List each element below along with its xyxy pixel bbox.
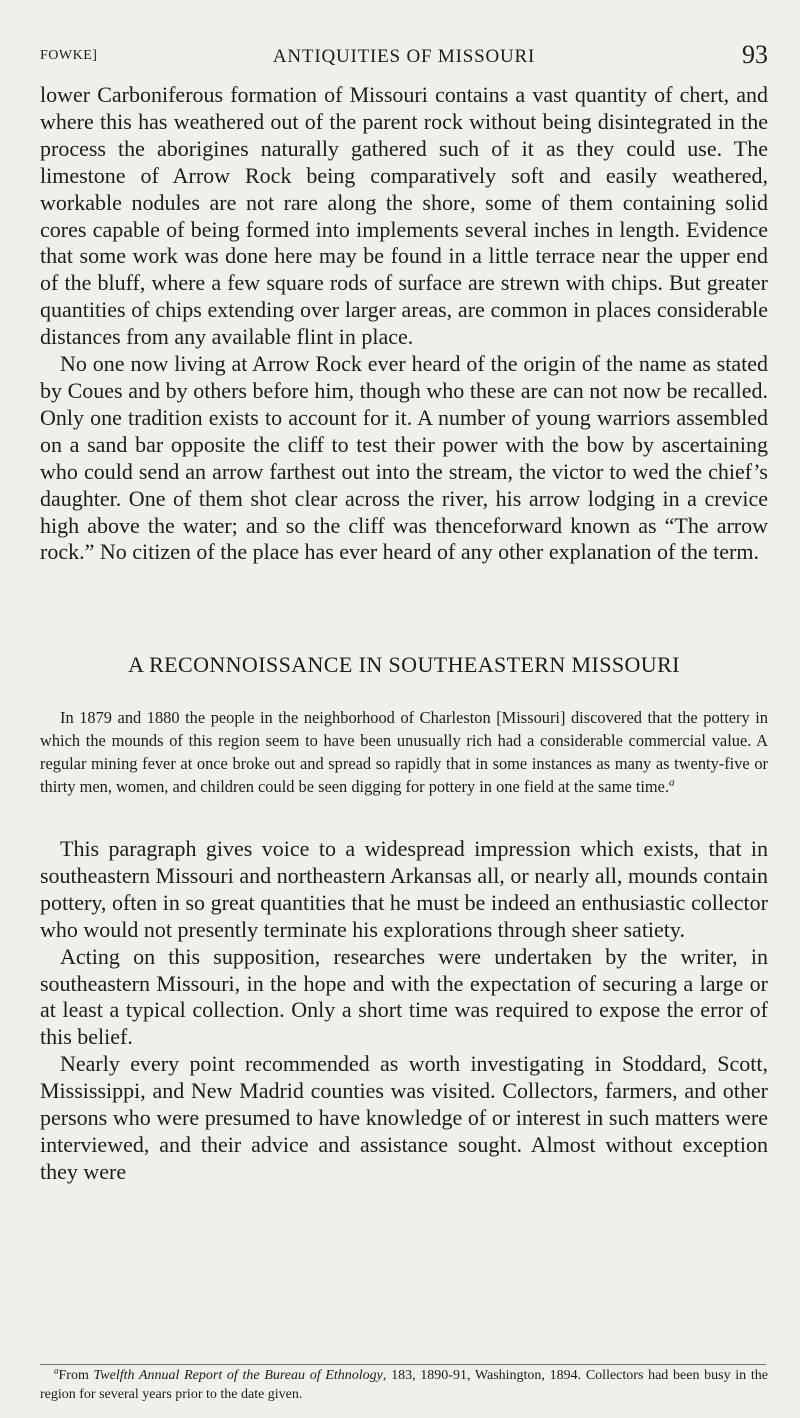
paragraph: lower Carboniferous formation of Missouri contains a vast quantity of chert, and where this has weathered out of the parent rock without being disintegrated in the process the aborigines naturally gathered such of it as they could use. The limestone of Arrow Rock being comparatively soft and easily weathered, workable nodules are not rare along the shore, some of them containing solid cores capable of being formed into implements several inches in length. Evidence that some work was done here may be found in a little terrace near the upper end of the bluff, where a few square rods of surface are strewn with chips. But greater quantities of chips extending over larger areas, are common in places considerable distances from any available flint in place. — [40, 82, 768, 350]
footnote — [40, 1366, 768, 1404]
footnote-work-title: Twelfth Annual Report of the Bureau of Ethnology — [93, 1368, 383, 1383]
paragraph: This paragraph gives voice to a widespread impression which exists, that in southeastern Missouri and northeastern Arkansas all, or nearly all, mounds contain pottery, often in so great quantities that he must be indeed an enthusiastic collector who would not presently terminate his explorations through sheer satiety. — [40, 836, 768, 942]
footnote-prefix: From — [58, 1368, 94, 1383]
running-head — [40, 40, 768, 70]
paragraph: Nearly every point recommended as worth investigating in Stoddard, Scott, Mississippi, and New Madrid counties was visited. Collectors, farmers, and other persons who were presumed to have knowledge of or interest in such matters were interviewed, and their advice and assistance sought. Almost without exception they were — [40, 1051, 768, 1184]
page-title: ANTIQUITIES OF MISSOURI — [272, 46, 536, 67]
footnote-reference[interactable]: a — [669, 776, 675, 789]
paragraph: Acting on this supposition, researches were undertaken by the writer, in southeastern Missouri, in the hope and with the expectation of securing a large or at least a typical collection. Only a short time was required to expose the error of this belief. — [40, 943, 768, 1050]
section-heading: A RECONNOISSANCE IN SOUTHEASTERN MISSOURI — [128, 652, 680, 677]
block-quote — [40, 706, 768, 798]
footnote-suffix: , 183, 1890-91, Washington, 1894. Collectors had been busy in the region for several years prior to the date given. — [40, 1368, 768, 1402]
page-number: 93 — [742, 40, 768, 69]
main-text — [40, 82, 768, 566]
author-running-head: FOWKE] — [40, 48, 98, 63]
paragraph: No one now living at Arrow Rock ever heard of the origin of the name as stated by Coues and by others before him, though who these are can not now be recalled. Only one tradition exists to account for it. A number of young warriors assembled on a sand bar opposite the cliff to test their power with the bow by ascertaining who could send an arrow farthest out into the stream, the victor to wed the chief’s daughter. One of them shot clear across the river, his arrow lodging in a crevice high above the water; and so the cliff was thenceforward known as “The arrow rock.” No citizen of the place has ever heard of any other explanation of the term. — [40, 351, 768, 565]
quote-text: In 1879 and 1880 the people in the neighborhood of Charleston [Missouri] discovered that the pottery in which the mounds of this region seem to have been unusually rich had a considerable commercial value. A regular mining fever at once broke out and spread so rapidly that in some instances as many as twenty-five or thirty men, women, and children could be seen digging for pottery in one field at the same time. — [40, 708, 768, 796]
main-text-continued — [40, 836, 768, 1186]
footnote-divider — [40, 1364, 766, 1365]
footnote-paragraph — [40, 1366, 768, 1404]
footnote-marker: a — [54, 1365, 59, 1376]
quote-paragraph — [40, 706, 768, 798]
